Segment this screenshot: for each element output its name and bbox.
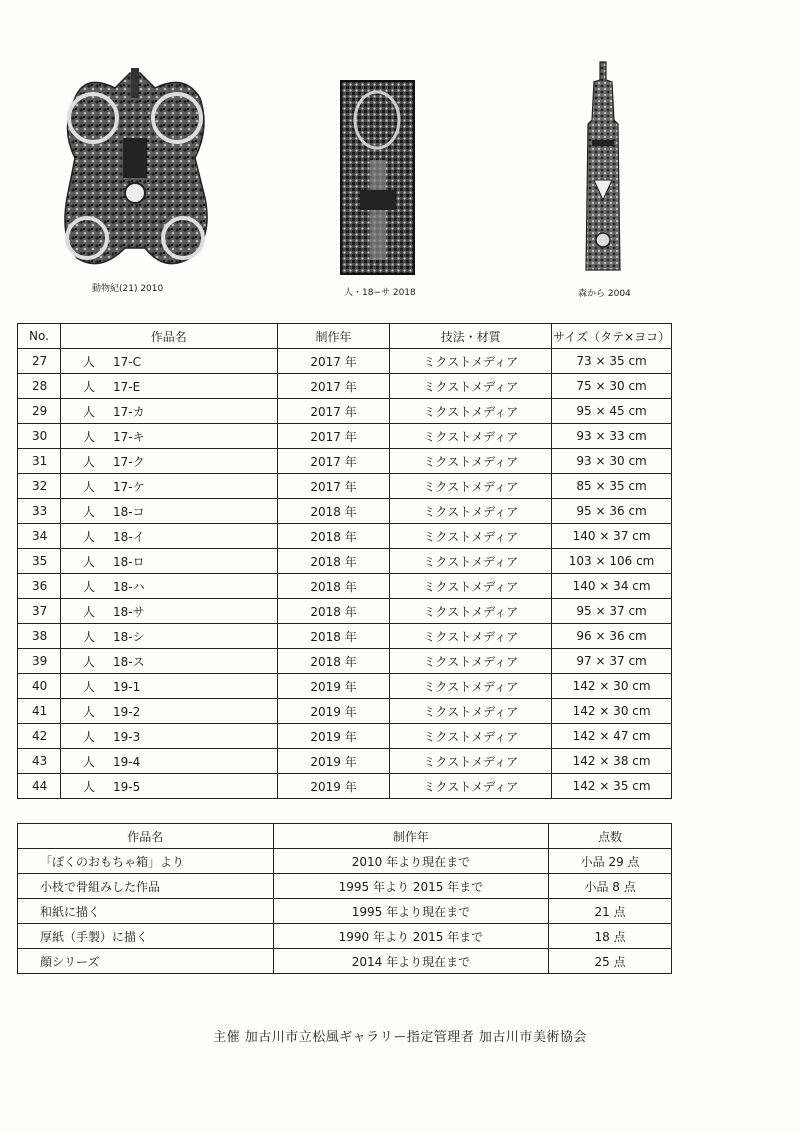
row-year: 2017 年	[277, 424, 390, 449]
row-year: 2018 年	[277, 624, 390, 649]
table-row	[18, 924, 672, 949]
series-name: 「ぼくのおもちゃ箱」より	[18, 849, 274, 874]
header-no: No.	[18, 324, 61, 349]
header-size: サイズ（タテ×ヨコ）	[552, 324, 672, 349]
row-no: 27	[18, 349, 61, 374]
table-row	[18, 849, 672, 874]
row-title-kanji: 人	[82, 754, 95, 769]
row-title-code: 18-シ	[112, 629, 145, 644]
row-title-kanji: 人	[82, 629, 95, 644]
row-size: 97 × 37 cm	[552, 649, 672, 674]
header-title: 作品名	[60, 324, 277, 349]
row-medium: ミクストメディア	[390, 574, 552, 599]
row-size: 95 × 45 cm	[552, 399, 672, 424]
row-year: 2017 年	[277, 399, 390, 424]
table-row	[18, 524, 672, 549]
row-year: 2018 年	[277, 599, 390, 624]
row-year: 2017 年	[277, 374, 390, 399]
row-year: 2018 年	[277, 499, 390, 524]
series-count: 小品 8 点	[549, 874, 672, 899]
row-title-kanji: 人	[82, 404, 95, 419]
row-size: 85 × 35 cm	[552, 474, 672, 499]
table-row	[18, 349, 672, 374]
table-row	[18, 374, 672, 399]
series-period: 2014 年より現在まで	[273, 949, 549, 974]
row-title-kanji: 人	[82, 354, 95, 369]
series-count: 21 点	[549, 899, 672, 924]
row-no: 39	[18, 649, 61, 674]
row-size: 95 × 36 cm	[552, 499, 672, 524]
row-no: 40	[18, 674, 61, 699]
row-title-kanji: 人	[82, 679, 95, 694]
row-medium: ミクストメディア	[390, 674, 552, 699]
row-title	[60, 699, 277, 724]
row-title-kanji: 人	[82, 604, 95, 619]
row-size: 93 × 30 cm	[552, 449, 672, 474]
row-no: 28	[18, 374, 61, 399]
row-title	[60, 624, 277, 649]
table-row	[18, 674, 672, 699]
row-title	[60, 349, 277, 374]
series-count: 小品 29 点	[549, 849, 672, 874]
row-title	[60, 724, 277, 749]
row-size: 96 × 36 cm	[552, 624, 672, 649]
row-year: 2019 年	[277, 749, 390, 774]
artwork-caption-3: 森から 2004	[578, 289, 631, 299]
row-title-kanji: 人	[82, 729, 95, 744]
artwork-image-2	[340, 80, 415, 275]
row-title-code: 18-サ	[112, 604, 145, 619]
table-row	[18, 749, 672, 774]
row-no: 44	[18, 774, 61, 799]
row-title-kanji: 人	[82, 379, 95, 394]
table-row	[18, 774, 672, 799]
row-title	[60, 499, 277, 524]
series-name: 和紙に描く	[18, 899, 274, 924]
row-year: 2019 年	[277, 724, 390, 749]
row-year: 2018 年	[277, 524, 390, 549]
row-medium: ミクストメディア	[390, 524, 552, 549]
series-name: 厚紙（手製）に描く	[18, 924, 274, 949]
row-title-kanji: 人	[82, 454, 95, 469]
row-medium: ミクストメディア	[390, 699, 552, 724]
row-title	[60, 649, 277, 674]
row-title-kanji: 人	[82, 504, 95, 519]
row-size: 140 × 34 cm	[552, 574, 672, 599]
organizer-footer: 主催 加古川市立松風ギャラリー指定管理者 加古川市美術協会	[213, 1030, 587, 1045]
row-year: 2017 年	[277, 449, 390, 474]
series-name: 顔シリーズ	[18, 949, 274, 974]
row-title-code: 18-ロ	[112, 554, 145, 569]
header-series-period: 制作年	[273, 824, 549, 849]
row-no: 30	[18, 424, 61, 449]
row-medium: ミクストメディア	[390, 474, 552, 499]
row-title-kanji: 人	[82, 654, 95, 669]
row-title-code: 18-ス	[112, 654, 145, 669]
row-title-code: 17-ク	[112, 454, 145, 469]
row-medium: ミクストメディア	[390, 374, 552, 399]
row-medium: ミクストメディア	[390, 349, 552, 374]
table-row	[18, 874, 672, 899]
table-row	[18, 399, 672, 424]
row-no: 32	[18, 474, 61, 499]
row-medium: ミクストメディア	[390, 599, 552, 624]
row-title-kanji: 人	[82, 554, 95, 569]
row-medium: ミクストメディア	[390, 549, 552, 574]
table-row	[18, 449, 672, 474]
row-title	[60, 674, 277, 699]
row-year: 2019 年	[277, 674, 390, 699]
row-title-code: 17-E	[112, 379, 141, 394]
row-no: 34	[18, 524, 61, 549]
row-title	[60, 449, 277, 474]
row-title	[60, 549, 277, 574]
row-title	[60, 474, 277, 499]
row-title-kanji: 人	[82, 529, 95, 544]
series-count: 18 点	[549, 924, 672, 949]
table-row	[18, 899, 672, 924]
row-year: 2017 年	[277, 474, 390, 499]
row-title	[60, 399, 277, 424]
header-year: 制作年	[277, 324, 390, 349]
row-no: 29	[18, 399, 61, 424]
series-table-header-row	[18, 824, 672, 849]
row-title	[60, 599, 277, 624]
row-title-kanji: 人	[82, 779, 95, 794]
row-medium: ミクストメディア	[390, 724, 552, 749]
row-medium: ミクストメディア	[390, 649, 552, 674]
row-title	[60, 574, 277, 599]
row-title-code: 19-4	[112, 754, 141, 769]
series-period: 1995 年より現在まで	[273, 899, 549, 924]
row-size: 103 × 106 cm	[552, 549, 672, 574]
row-title-kanji: 人	[82, 429, 95, 444]
row-no: 33	[18, 499, 61, 524]
series-table	[17, 823, 672, 974]
works-table-header-row	[18, 324, 672, 349]
table-row	[18, 549, 672, 574]
row-size: 142 × 38 cm	[552, 749, 672, 774]
row-no: 35	[18, 549, 61, 574]
row-medium: ミクストメディア	[390, 774, 552, 799]
row-title-code: 18-コ	[112, 504, 145, 519]
table-row	[18, 574, 672, 599]
row-medium: ミクストメディア	[390, 449, 552, 474]
works-table	[17, 323, 672, 799]
row-size: 142 × 30 cm	[552, 674, 672, 699]
row-title-kanji: 人	[82, 704, 95, 719]
row-no: 37	[18, 599, 61, 624]
row-medium: ミクストメディア	[390, 424, 552, 449]
series-period: 1995 年より 2015 年まで	[273, 874, 549, 899]
row-title	[60, 774, 277, 799]
row-title	[60, 374, 277, 399]
table-row	[18, 724, 672, 749]
series-name: 小枝で骨組みした作品	[18, 874, 274, 899]
row-title-code: 19-3	[112, 729, 141, 744]
row-title-code: 18-ハ	[112, 579, 145, 594]
row-title	[60, 524, 277, 549]
row-year: 2018 年	[277, 574, 390, 599]
row-title-code: 18-イ	[112, 529, 145, 544]
table-row	[18, 474, 672, 499]
table-row	[18, 599, 672, 624]
header-series-title: 作品名	[18, 824, 274, 849]
row-size: 93 × 33 cm	[552, 424, 672, 449]
row-year: 2019 年	[277, 699, 390, 724]
row-medium: ミクストメディア	[390, 399, 552, 424]
row-no: 31	[18, 449, 61, 474]
row-no: 41	[18, 699, 61, 724]
row-no: 43	[18, 749, 61, 774]
row-title-code: 17-カ	[112, 404, 145, 419]
artwork-image-3	[582, 60, 624, 282]
series-period: 1990 年より 2015 年まで	[273, 924, 549, 949]
row-year: 2017 年	[277, 349, 390, 374]
row-size: 140 × 37 cm	[552, 524, 672, 549]
row-no: 36	[18, 574, 61, 599]
table-row	[18, 499, 672, 524]
row-medium: ミクストメディア	[390, 624, 552, 649]
row-title-code: 17-C	[112, 354, 141, 369]
row-medium: ミクストメディア	[390, 499, 552, 524]
row-title-kanji: 人	[82, 479, 95, 494]
row-size: 95 × 37 cm	[552, 599, 672, 624]
row-title-code: 19-5	[112, 779, 141, 794]
table-row	[18, 949, 672, 974]
table-row	[18, 624, 672, 649]
row-year: 2019 年	[277, 774, 390, 799]
table-row	[18, 699, 672, 724]
row-size: 142 × 35 cm	[552, 774, 672, 799]
row-title-kanji: 人	[82, 579, 95, 594]
table-row	[18, 424, 672, 449]
header-series-count: 点数	[549, 824, 672, 849]
header-medium: 技法・材質	[390, 324, 552, 349]
series-period: 2010 年より現在まで	[273, 849, 549, 874]
artwork-caption-1: 動物紀(21) 2010	[92, 284, 164, 294]
row-year: 2018 年	[277, 549, 390, 574]
series-count: 25 点	[549, 949, 672, 974]
row-size: 142 × 30 cm	[552, 699, 672, 724]
artwork-caption-2: 人・18−サ 2018	[344, 288, 416, 298]
row-title-code: 17-ケ	[112, 479, 145, 494]
row-year: 2018 年	[277, 649, 390, 674]
row-title-code: 19-1	[112, 679, 141, 694]
row-size: 142 × 47 cm	[552, 724, 672, 749]
row-title-code: 17-キ	[112, 429, 145, 444]
row-no: 38	[18, 624, 61, 649]
row-title	[60, 424, 277, 449]
row-size: 75 × 30 cm	[552, 374, 672, 399]
table-row	[18, 649, 672, 674]
row-title	[60, 749, 277, 774]
row-no: 42	[18, 724, 61, 749]
artwork-image-1	[55, 68, 215, 276]
row-medium: ミクストメディア	[390, 749, 552, 774]
row-title-code: 19-2	[112, 704, 141, 719]
row-size: 73 × 35 cm	[552, 349, 672, 374]
